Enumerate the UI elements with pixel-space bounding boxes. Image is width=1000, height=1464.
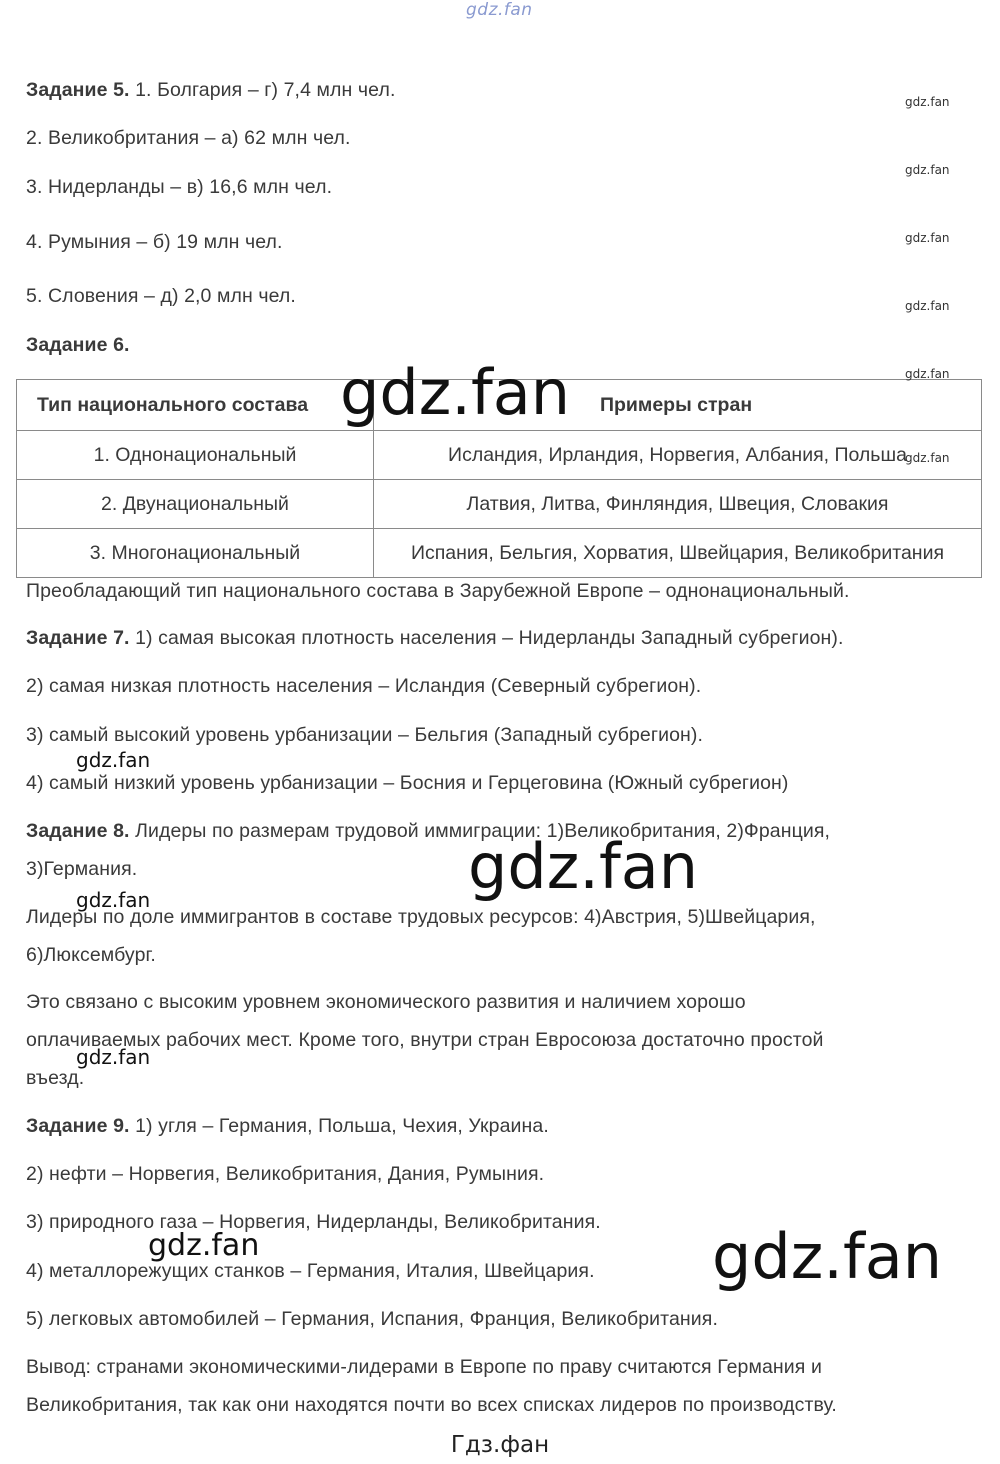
task5-line4: 4. Румыния – б) 19 млн чел.	[26, 231, 283, 253]
task6-heading-line	[26, 333, 130, 357]
task9-line1	[26, 1114, 549, 1138]
watermark-medium: gdz.fan	[148, 1228, 260, 1263]
task7-line1	[26, 626, 844, 650]
task6-conclusion: Преобладающий тип национального состава в Зарубежной Европе – однонациональный.	[26, 580, 850, 602]
task6-heading: Задание 6.	[26, 334, 130, 356]
task8-line1	[26, 819, 830, 843]
task5-line1	[26, 78, 395, 102]
task9-line6: Вывод: странами экономическими-лидерами в Европе по праву считаются Германия и	[26, 1356, 822, 1378]
task8-line5: Это связано с высоким уровнем экономического развития и наличием хорошо	[26, 991, 746, 1013]
task8-text1: Лидеры по размерам трудовой иммиграции: 1)Великобритания, 2)Франция,	[135, 820, 831, 842]
task7-line2: 2) самая низкая плотность населения – Исландия (Северный субрегион).	[26, 675, 702, 697]
watermark-small: gdz.fan	[905, 367, 950, 381]
table-header: Примеры стран	[374, 380, 982, 431]
watermark-large: gdz.fan	[340, 356, 571, 429]
watermark-small: gdz.fan	[905, 231, 950, 245]
task8-line4: 6)Люксембург.	[26, 944, 156, 966]
table-header: Тип национального состава	[17, 380, 374, 431]
task8-line6: оплачиваемых рабочих мест. Кроме того, внутри стран Евросоюза достаточно простой	[26, 1029, 824, 1051]
watermark-footer: Гдз.фан	[450, 1432, 550, 1458]
watermark-medium: gdz.fan	[76, 888, 151, 912]
watermark-medium: gdz.fan	[76, 748, 151, 772]
table-cell: Исландия, Ирландия, Норвегия, Албания, Польша	[374, 431, 982, 480]
task5-line3: 3. Нидерланды – в) 16,6 млн чел.	[26, 176, 333, 198]
task9-line3: 3) природного газа – Норвегия, Нидерланды, Великобритания.	[26, 1211, 601, 1233]
task8-line7: въезд.	[26, 1067, 85, 1089]
task9-line2: 2) нефти – Норвегия, Великобритания, Дания, Румыния.	[26, 1163, 545, 1185]
task7-heading: Задание 7.	[26, 627, 130, 649]
task9-line5: 5) легковых автомобилей – Германия, Испания, Франция, Великобритания.	[26, 1308, 718, 1330]
task7-text1: 1) самая высокая плотность населения – Нидерланды Западный субрегион).	[135, 627, 844, 649]
task5-text1: 1. Болгария – г) 7,4 млн чел.	[135, 79, 396, 101]
task9-text1: 1) угля – Германия, Польша, Чехия, Украина.	[135, 1115, 549, 1137]
table-cell: 3. Многонациональный	[17, 529, 374, 578]
task7-line4: 4) самый низкий уровень урбанизации – Босния и Герцеговина (Южный субрегион)	[26, 772, 789, 794]
watermark-large: gdz.fan	[712, 1220, 943, 1293]
task8-line2: 3)Германия.	[26, 858, 138, 880]
table-cell: 1. Однонациональный	[17, 431, 374, 480]
table-row	[17, 529, 982, 578]
task9-line4: 4) металлорежущих станков – Германия, Италия, Швейцария.	[26, 1260, 595, 1282]
watermark-top: gdz.fan	[466, 0, 533, 20]
table-row	[17, 480, 982, 529]
task5-line2: 2. Великобритания – а) 62 млн чел.	[26, 127, 351, 149]
task5-heading: Задание 5.	[26, 79, 130, 101]
watermark-large: gdz.fan	[468, 830, 699, 903]
watermark-small: gdz.fan	[905, 451, 950, 465]
task8-line3: Лидеры по доле иммигрантов в составе трудовых ресурсов: 4)Австрия, 5)Швейцария,	[26, 906, 816, 928]
task5-line5: 5. Словения – д) 2,0 млн чел.	[26, 285, 296, 307]
task9-line7: Великобритания, так как они находятся почти во всех списках лидеров по производству.	[26, 1394, 837, 1416]
task8-heading: Задание 8.	[26, 820, 130, 842]
watermark-medium: gdz.fan	[76, 1045, 151, 1069]
table-cell: Испания, Бельгия, Хорватия, Швейцария, Великобритания	[374, 529, 982, 578]
watermark-small: gdz.fan	[905, 95, 950, 109]
table-cell: 2. Двунациональный	[17, 480, 374, 529]
table-row	[17, 431, 982, 480]
task9-heading: Задание 9.	[26, 1115, 130, 1137]
watermark-small: gdz.fan	[905, 163, 950, 177]
task7-line3: 3) самый высокий уровень урбанизации – Бельгия (Западный субрегион).	[26, 724, 703, 746]
watermark-small: gdz.fan	[905, 299, 950, 313]
table-cell: Латвия, Литва, Финляндия, Швеция, Словакия	[374, 480, 982, 529]
